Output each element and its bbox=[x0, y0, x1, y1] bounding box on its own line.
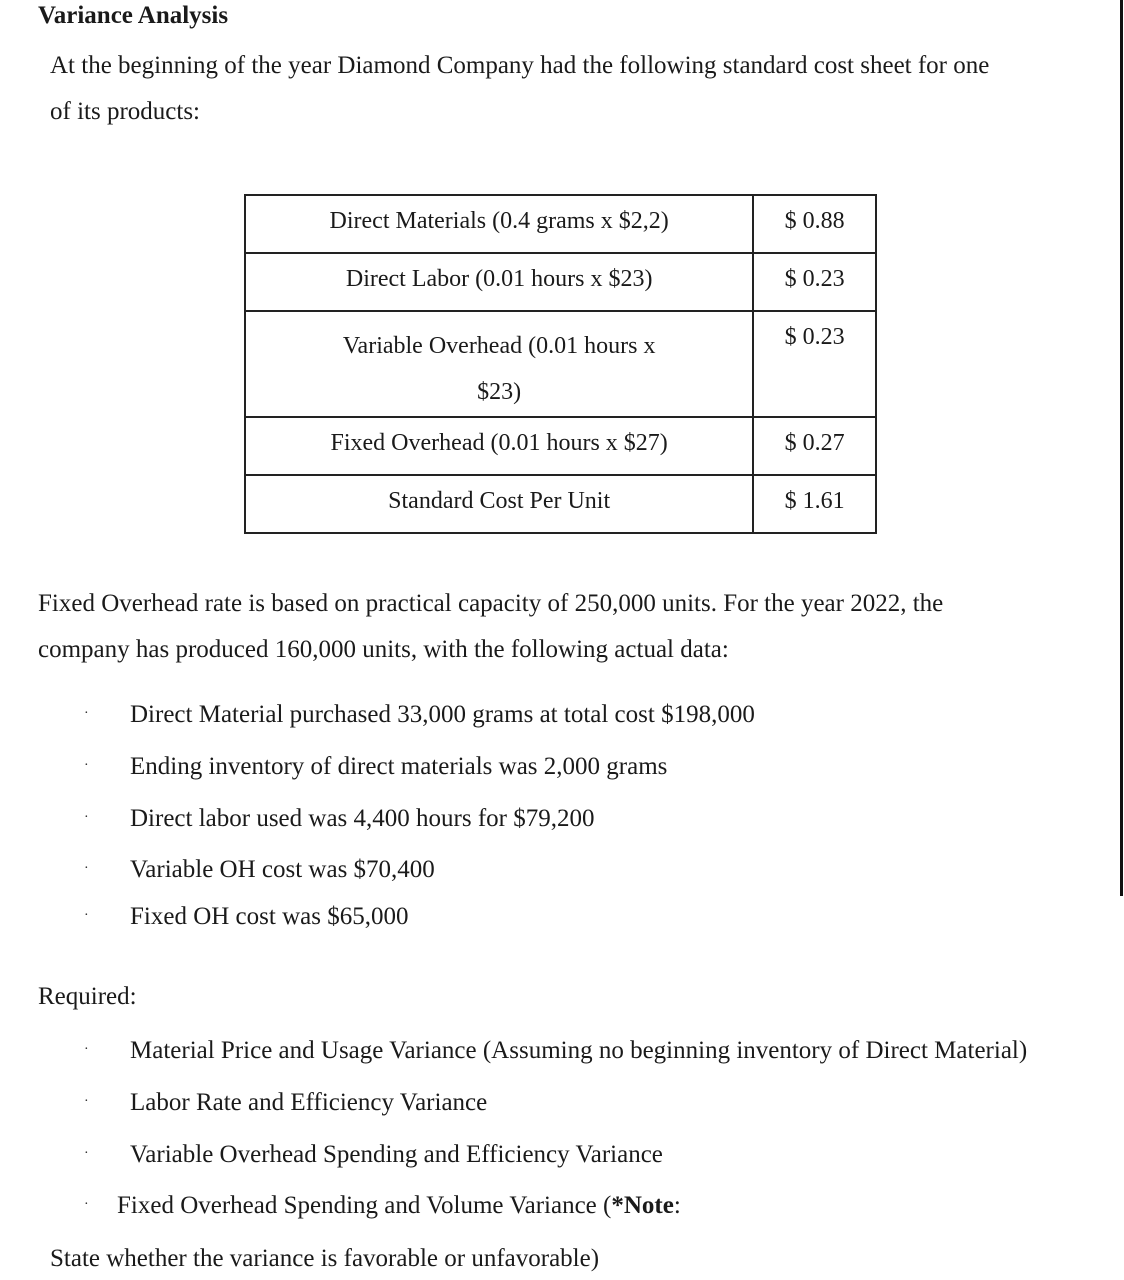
required-item-continued: State whether the variance is favorable or unfavorable) bbox=[50, 1245, 600, 1272]
page-title: Variance Analysis bbox=[38, 2, 229, 29]
cost-desc-continued: $23) bbox=[477, 379, 522, 405]
paragraph-line-1: Fixed Overhead rate is based on practical capacity of 250,000 units. For the year 2022, the bbox=[38, 590, 944, 617]
bullet-icon: · bbox=[84, 861, 89, 876]
list-item: Direct Material purchased 33,000 grams at total cost $198,000 bbox=[130, 701, 755, 728]
required-item bbox=[117, 1192, 681, 1220]
cost-desc: Direct Labor (0.01 hours x $23) bbox=[345, 266, 653, 292]
cost-desc: Direct Materials (0.4 grams x $2,2) bbox=[329, 208, 669, 234]
cost-amount-total: $ 1.61 bbox=[784, 488, 845, 514]
table-row bbox=[245, 311, 876, 417]
list-item: Direct labor used was 4,400 hours for $79,200 bbox=[130, 805, 595, 832]
intro-line-1: At the beginning of the year Diamond Company had the following standard cost sheet for one bbox=[50, 52, 990, 79]
bullet-icon: · bbox=[84, 1094, 89, 1109]
cost-amount: $ 0.23 bbox=[784, 324, 845, 350]
table-row bbox=[245, 195, 876, 253]
bullet-icon: · bbox=[84, 810, 89, 825]
required-item-text: Fixed Overhead Spending and Volume Variance ( bbox=[117, 1192, 612, 1219]
bullet-icon: · bbox=[84, 908, 89, 923]
required-item: Material Price and Usage Variance (Assuming no beginning inventory of Direct Material) bbox=[130, 1037, 1028, 1064]
table-row bbox=[245, 475, 876, 533]
list-item: Fixed OH cost was $65,000 bbox=[130, 903, 409, 930]
bullet-icon: · bbox=[84, 1042, 89, 1057]
cost-amount: $ 0.88 bbox=[784, 208, 845, 234]
intro-line-2: of its products: bbox=[50, 98, 200, 125]
bullet-icon: · bbox=[84, 706, 89, 721]
list-item: Variable OH cost was $70,400 bbox=[130, 856, 435, 883]
cost-amount: $ 0.23 bbox=[784, 266, 845, 292]
bullet-icon: · bbox=[84, 1146, 89, 1161]
note-colon: : bbox=[673, 1192, 681, 1219]
table-row bbox=[245, 253, 876, 311]
cost-desc: Variable Overhead (0.01 hours x bbox=[342, 333, 656, 359]
paragraph-line-2: company has produced 160,000 units, with the following actual data: bbox=[38, 636, 729, 663]
required-item: Variable Overhead Spending and Efficiency Variance bbox=[130, 1141, 663, 1168]
list-item: Ending inventory of direct materials was 2,000 grams bbox=[130, 753, 668, 780]
bullet-icon: · bbox=[84, 1197, 89, 1212]
cost-desc-total: Standard Cost Per Unit bbox=[388, 488, 611, 514]
cost-desc: Fixed Overhead (0.01 hours x $27) bbox=[330, 430, 668, 456]
bullet-icon: · bbox=[84, 758, 89, 773]
required-item: Labor Rate and Efficiency Variance bbox=[130, 1089, 488, 1116]
standard-cost-table bbox=[244, 194, 877, 534]
table-row bbox=[245, 417, 876, 475]
note-label: *Note bbox=[611, 1192, 674, 1219]
required-label: Required: bbox=[38, 983, 137, 1010]
cost-amount: $ 0.27 bbox=[784, 430, 845, 456]
page-edge-rule bbox=[1120, 0, 1123, 896]
